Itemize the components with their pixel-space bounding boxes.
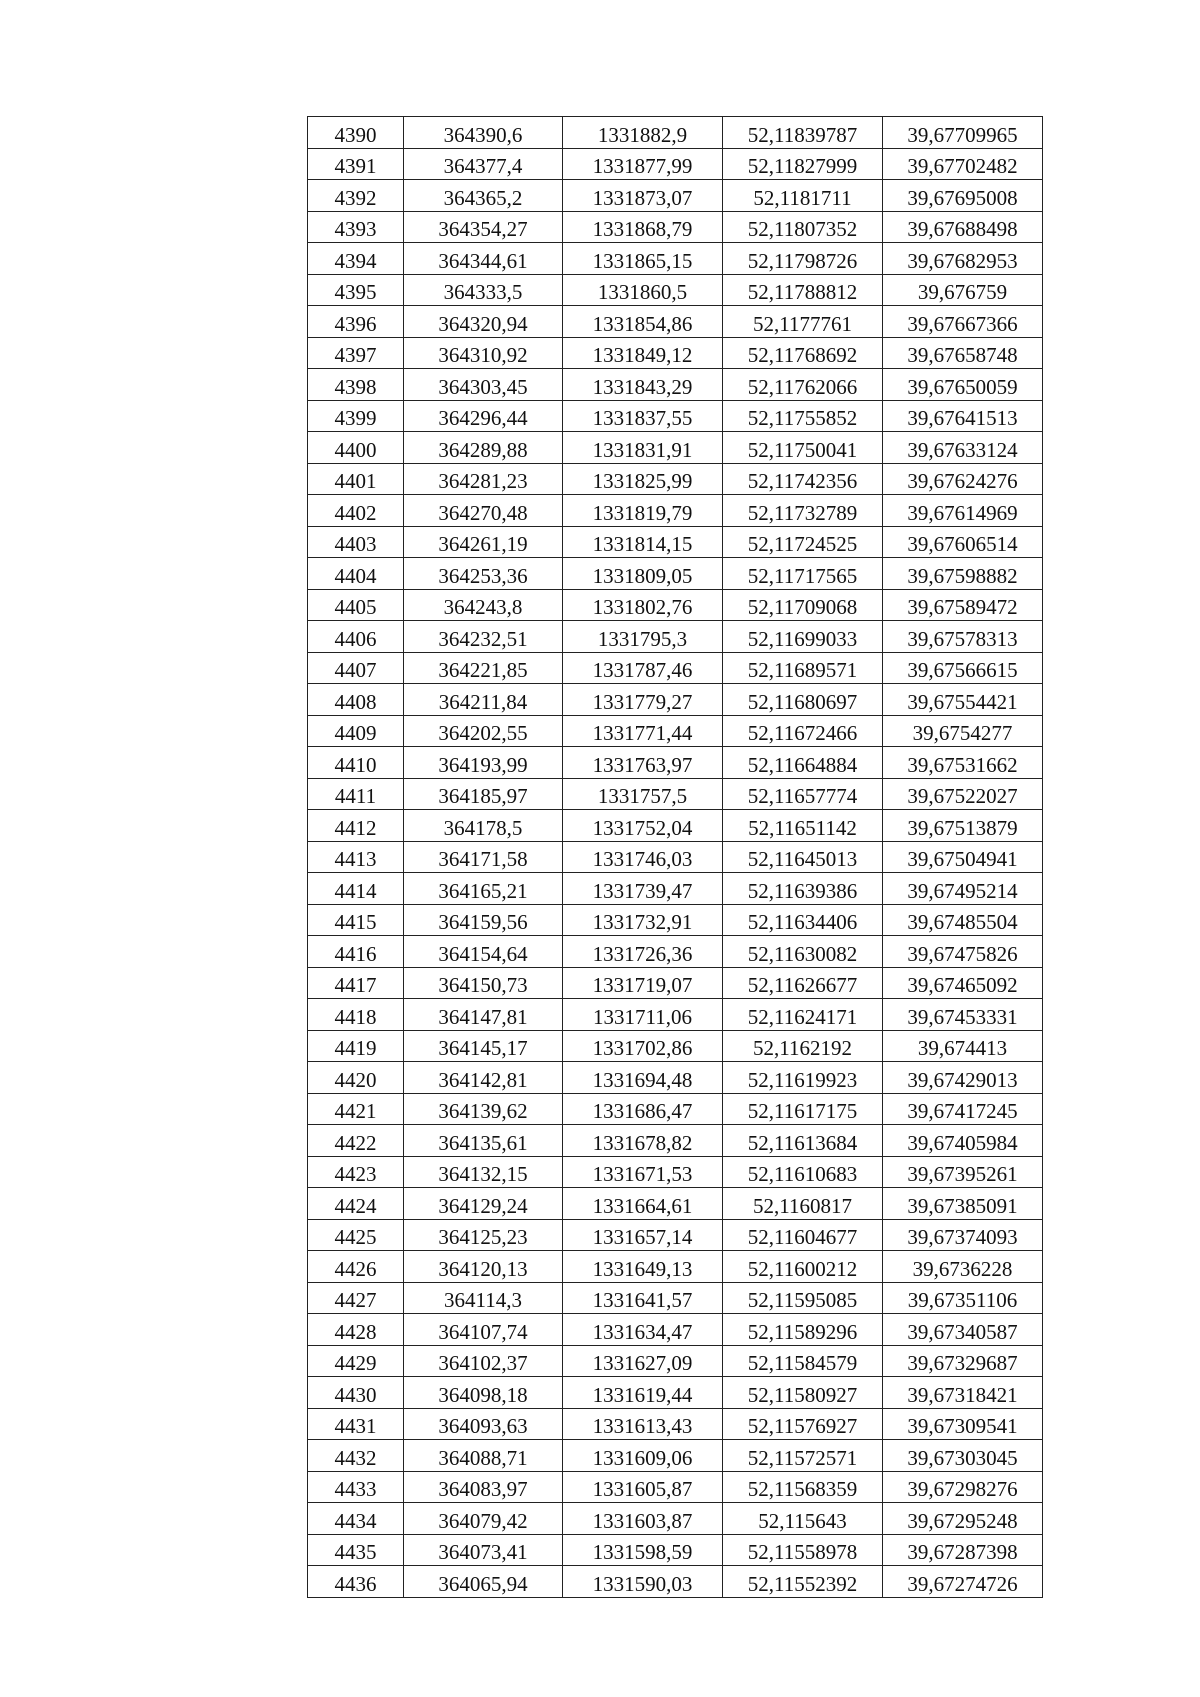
point-number-cell: 4433: [308, 1471, 404, 1503]
table-row: [308, 526, 1043, 558]
x-coordinate-cell: 364310,92: [404, 337, 563, 369]
y-coordinate-cell: 1331854,86: [563, 306, 723, 338]
latitude-cell: 52,11572571: [723, 1440, 883, 1472]
longitude-cell: 39,67298276: [883, 1471, 1043, 1503]
latitude-cell: 52,11689571: [723, 652, 883, 684]
latitude-cell: 52,11672466: [723, 715, 883, 747]
longitude-cell: 39,67624276: [883, 463, 1043, 495]
table-row: [308, 1345, 1043, 1377]
longitude-cell: 39,67374093: [883, 1219, 1043, 1251]
latitude-cell: 52,115643: [723, 1503, 883, 1535]
point-number-cell: 4394: [308, 243, 404, 275]
longitude-cell: 39,67475826: [883, 936, 1043, 968]
x-coordinate-cell: 364365,2: [404, 180, 563, 212]
x-coordinate-cell: 364147,81: [404, 999, 563, 1031]
point-number-cell: 4419: [308, 1030, 404, 1062]
latitude-cell: 52,11750041: [723, 432, 883, 464]
table-row: [308, 463, 1043, 495]
x-coordinate-cell: 364377,4: [404, 148, 563, 180]
coordinates-table-body: [308, 117, 1043, 1598]
latitude-cell: 52,11788812: [723, 274, 883, 306]
point-number-cell: 4408: [308, 684, 404, 716]
table-row: [308, 1093, 1043, 1125]
table-row: [308, 369, 1043, 401]
longitude-cell: 39,67682953: [883, 243, 1043, 275]
x-coordinate-cell: 364261,19: [404, 526, 563, 558]
table-row: [308, 180, 1043, 212]
longitude-cell: 39,67513879: [883, 810, 1043, 842]
point-number-cell: 4405: [308, 589, 404, 621]
table-row: [308, 999, 1043, 1031]
y-coordinate-cell: 1331779,27: [563, 684, 723, 716]
point-number-cell: 4409: [308, 715, 404, 747]
latitude-cell: 52,1162192: [723, 1030, 883, 1062]
y-coordinate-cell: 1331795,3: [563, 621, 723, 653]
point-number-cell: 4418: [308, 999, 404, 1031]
x-coordinate-cell: 364171,58: [404, 841, 563, 873]
longitude-cell: 39,67295248: [883, 1503, 1043, 1535]
latitude-cell: 52,11709068: [723, 589, 883, 621]
point-number-cell: 4413: [308, 841, 404, 873]
point-number-cell: 4427: [308, 1282, 404, 1314]
longitude-cell: 39,67309541: [883, 1408, 1043, 1440]
y-coordinate-cell: 1331619,44: [563, 1377, 723, 1409]
point-number-cell: 4422: [308, 1125, 404, 1157]
longitude-cell: 39,67318421: [883, 1377, 1043, 1409]
x-coordinate-cell: 364165,21: [404, 873, 563, 905]
point-number-cell: 4392: [308, 180, 404, 212]
x-coordinate-cell: 364270,48: [404, 495, 563, 527]
latitude-cell: 52,11617175: [723, 1093, 883, 1125]
point-number-cell: 4416: [308, 936, 404, 968]
x-coordinate-cell: 364281,23: [404, 463, 563, 495]
table-row: [308, 1408, 1043, 1440]
latitude-cell: 52,11600212: [723, 1251, 883, 1283]
x-coordinate-cell: 364065,94: [404, 1566, 563, 1598]
table-row: [308, 1314, 1043, 1346]
longitude-cell: 39,67578313: [883, 621, 1043, 653]
longitude-cell: 39,67589472: [883, 589, 1043, 621]
x-coordinate-cell: 364296,44: [404, 400, 563, 432]
y-coordinate-cell: 1331819,79: [563, 495, 723, 527]
longitude-cell: 39,674413: [883, 1030, 1043, 1062]
latitude-cell: 52,11645013: [723, 841, 883, 873]
y-coordinate-cell: 1331831,91: [563, 432, 723, 464]
latitude-cell: 52,11568359: [723, 1471, 883, 1503]
point-number-cell: 4406: [308, 621, 404, 653]
table-row: [308, 652, 1043, 684]
coordinates-table: [307, 116, 1043, 1598]
longitude-cell: 39,67340587: [883, 1314, 1043, 1346]
longitude-cell: 39,67566615: [883, 652, 1043, 684]
table-row: [308, 274, 1043, 306]
longitude-cell: 39,67614969: [883, 495, 1043, 527]
x-coordinate-cell: 364125,23: [404, 1219, 563, 1251]
longitude-cell: 39,67658748: [883, 337, 1043, 369]
table-row: [308, 621, 1043, 653]
x-coordinate-cell: 364344,61: [404, 243, 563, 275]
point-number-cell: 4423: [308, 1156, 404, 1188]
point-number-cell: 4425: [308, 1219, 404, 1251]
x-coordinate-cell: 364150,73: [404, 967, 563, 999]
latitude-cell: 52,11558978: [723, 1534, 883, 1566]
y-coordinate-cell: 1331702,86: [563, 1030, 723, 1062]
x-coordinate-cell: 364333,5: [404, 274, 563, 306]
table-row: [308, 1282, 1043, 1314]
latitude-cell: 52,11807352: [723, 211, 883, 243]
point-number-cell: 4421: [308, 1093, 404, 1125]
longitude-cell: 39,67429013: [883, 1062, 1043, 1094]
point-number-cell: 4415: [308, 904, 404, 936]
latitude-cell: 52,11768692: [723, 337, 883, 369]
table-row: [308, 558, 1043, 590]
y-coordinate-cell: 1331877,99: [563, 148, 723, 180]
latitude-cell: 52,11639386: [723, 873, 883, 905]
x-coordinate-cell: 364073,41: [404, 1534, 563, 1566]
y-coordinate-cell: 1331860,5: [563, 274, 723, 306]
y-coordinate-cell: 1331664,61: [563, 1188, 723, 1220]
x-coordinate-cell: 364107,74: [404, 1314, 563, 1346]
y-coordinate-cell: 1331603,87: [563, 1503, 723, 1535]
x-coordinate-cell: 364253,36: [404, 558, 563, 590]
point-number-cell: 4401: [308, 463, 404, 495]
longitude-cell: 39,67385091: [883, 1188, 1043, 1220]
longitude-cell: 39,67650059: [883, 369, 1043, 401]
y-coordinate-cell: 1331598,59: [563, 1534, 723, 1566]
table-row: [308, 715, 1043, 747]
table-row: [308, 747, 1043, 779]
y-coordinate-cell: 1331694,48: [563, 1062, 723, 1094]
longitude-cell: 39,67274726: [883, 1566, 1043, 1598]
latitude-cell: 52,1181711: [723, 180, 883, 212]
table-row: [308, 904, 1043, 936]
x-coordinate-cell: 364178,5: [404, 810, 563, 842]
latitude-cell: 52,11742356: [723, 463, 883, 495]
longitude-cell: 39,67287398: [883, 1534, 1043, 1566]
longitude-cell: 39,67329687: [883, 1345, 1043, 1377]
x-coordinate-cell: 364320,94: [404, 306, 563, 338]
x-coordinate-cell: 364145,17: [404, 1030, 563, 1062]
y-coordinate-cell: 1331739,47: [563, 873, 723, 905]
latitude-cell: 52,11613684: [723, 1125, 883, 1157]
y-coordinate-cell: 1331873,07: [563, 180, 723, 212]
point-number-cell: 4404: [308, 558, 404, 590]
y-coordinate-cell: 1331605,87: [563, 1471, 723, 1503]
x-coordinate-cell: 364221,85: [404, 652, 563, 684]
longitude-cell: 39,67554421: [883, 684, 1043, 716]
point-number-cell: 4417: [308, 967, 404, 999]
point-number-cell: 4436: [308, 1566, 404, 1598]
x-coordinate-cell: 364093,63: [404, 1408, 563, 1440]
longitude-cell: 39,67695008: [883, 180, 1043, 212]
x-coordinate-cell: 364083,97: [404, 1471, 563, 1503]
table-row: [308, 1062, 1043, 1094]
longitude-cell: 39,67504941: [883, 841, 1043, 873]
x-coordinate-cell: 364135,61: [404, 1125, 563, 1157]
point-number-cell: 4399: [308, 400, 404, 432]
longitude-cell: 39,67351106: [883, 1282, 1043, 1314]
table-row: [308, 936, 1043, 968]
latitude-cell: 52,11552392: [723, 1566, 883, 1598]
point-number-cell: 4398: [308, 369, 404, 401]
x-coordinate-cell: 364354,27: [404, 211, 563, 243]
y-coordinate-cell: 1331634,47: [563, 1314, 723, 1346]
y-coordinate-cell: 1331711,06: [563, 999, 723, 1031]
y-coordinate-cell: 1331882,9: [563, 117, 723, 149]
point-number-cell: 4432: [308, 1440, 404, 1472]
latitude-cell: 52,11839787: [723, 117, 883, 149]
point-number-cell: 4414: [308, 873, 404, 905]
point-number-cell: 4391: [308, 148, 404, 180]
longitude-cell: 39,67667366: [883, 306, 1043, 338]
point-number-cell: 4402: [308, 495, 404, 527]
latitude-cell: 52,11626677: [723, 967, 883, 999]
x-coordinate-cell: 364159,56: [404, 904, 563, 936]
point-number-cell: 4431: [308, 1408, 404, 1440]
latitude-cell: 52,11651142: [723, 810, 883, 842]
table-row: [308, 1156, 1043, 1188]
table-row: [308, 1440, 1043, 1472]
table-row: [308, 1377, 1043, 1409]
y-coordinate-cell: 1331657,14: [563, 1219, 723, 1251]
table-row: [308, 1219, 1043, 1251]
latitude-cell: 52,11604677: [723, 1219, 883, 1251]
latitude-cell: 52,1177761: [723, 306, 883, 338]
table-row: [308, 306, 1043, 338]
x-coordinate-cell: 364202,55: [404, 715, 563, 747]
point-number-cell: 4390: [308, 117, 404, 149]
longitude-cell: 39,67485504: [883, 904, 1043, 936]
table-row: [308, 873, 1043, 905]
table-row: [308, 117, 1043, 149]
point-number-cell: 4410: [308, 747, 404, 779]
longitude-cell: 39,67453331: [883, 999, 1043, 1031]
y-coordinate-cell: 1331814,15: [563, 526, 723, 558]
table-row: [308, 810, 1043, 842]
latitude-cell: 52,11630082: [723, 936, 883, 968]
x-coordinate-cell: 364154,64: [404, 936, 563, 968]
longitude-cell: 39,6754277: [883, 715, 1043, 747]
table-row: [308, 589, 1043, 621]
point-number-cell: 4420: [308, 1062, 404, 1094]
table-row: [308, 778, 1043, 810]
longitude-cell: 39,67465092: [883, 967, 1043, 999]
latitude-cell: 52,11699033: [723, 621, 883, 653]
y-coordinate-cell: 1331868,79: [563, 211, 723, 243]
x-coordinate-cell: 364243,8: [404, 589, 563, 621]
latitude-cell: 52,11680697: [723, 684, 883, 716]
x-coordinate-cell: 364114,3: [404, 1282, 563, 1314]
point-number-cell: 4430: [308, 1377, 404, 1409]
table-row: [308, 1503, 1043, 1535]
table-row: [308, 1125, 1043, 1157]
x-coordinate-cell: 364102,37: [404, 1345, 563, 1377]
latitude-cell: 52,11762066: [723, 369, 883, 401]
latitude-cell: 52,11827999: [723, 148, 883, 180]
y-coordinate-cell: 1331726,36: [563, 936, 723, 968]
longitude-cell: 39,67303045: [883, 1440, 1043, 1472]
table-row: [308, 967, 1043, 999]
y-coordinate-cell: 1331641,57: [563, 1282, 723, 1314]
x-coordinate-cell: 364232,51: [404, 621, 563, 653]
y-coordinate-cell: 1331686,47: [563, 1093, 723, 1125]
y-coordinate-cell: 1331671,53: [563, 1156, 723, 1188]
y-coordinate-cell: 1331752,04: [563, 810, 723, 842]
longitude-cell: 39,67531662: [883, 747, 1043, 779]
x-coordinate-cell: 364142,81: [404, 1062, 563, 1094]
table-row: [308, 1534, 1043, 1566]
point-number-cell: 4434: [308, 1503, 404, 1535]
table-row: [308, 684, 1043, 716]
longitude-cell: 39,67598882: [883, 558, 1043, 590]
latitude-cell: 52,11664884: [723, 747, 883, 779]
longitude-cell: 39,67395261: [883, 1156, 1043, 1188]
latitude-cell: 52,11619923: [723, 1062, 883, 1094]
point-number-cell: 4412: [308, 810, 404, 842]
latitude-cell: 52,11755852: [723, 400, 883, 432]
point-number-cell: 4400: [308, 432, 404, 464]
table-row: [308, 1251, 1043, 1283]
y-coordinate-cell: 1331678,82: [563, 1125, 723, 1157]
point-number-cell: 4435: [308, 1534, 404, 1566]
table-row: [308, 1030, 1043, 1062]
table-row: [308, 243, 1043, 275]
y-coordinate-cell: 1331865,15: [563, 243, 723, 275]
latitude-cell: 52,11624171: [723, 999, 883, 1031]
longitude-cell: 39,676759: [883, 274, 1043, 306]
y-coordinate-cell: 1331787,46: [563, 652, 723, 684]
table-row: [308, 1188, 1043, 1220]
y-coordinate-cell: 1331590,03: [563, 1566, 723, 1598]
point-number-cell: 4407: [308, 652, 404, 684]
x-coordinate-cell: 364098,18: [404, 1377, 563, 1409]
y-coordinate-cell: 1331627,09: [563, 1345, 723, 1377]
latitude-cell: 52,11717565: [723, 558, 883, 590]
y-coordinate-cell: 1331837,55: [563, 400, 723, 432]
x-coordinate-cell: 364185,97: [404, 778, 563, 810]
y-coordinate-cell: 1331802,76: [563, 589, 723, 621]
point-number-cell: 4411: [308, 778, 404, 810]
table-row: [308, 211, 1043, 243]
x-coordinate-cell: 364193,99: [404, 747, 563, 779]
longitude-cell: 39,67606514: [883, 526, 1043, 558]
latitude-cell: 52,11595085: [723, 1282, 883, 1314]
y-coordinate-cell: 1331843,29: [563, 369, 723, 401]
table-row: [308, 495, 1043, 527]
point-number-cell: 4396: [308, 306, 404, 338]
table-row: [308, 1471, 1043, 1503]
x-coordinate-cell: 364211,84: [404, 684, 563, 716]
latitude-cell: 52,11798726: [723, 243, 883, 275]
longitude-cell: 39,6736228: [883, 1251, 1043, 1283]
point-number-cell: 4426: [308, 1251, 404, 1283]
latitude-cell: 52,11732789: [723, 495, 883, 527]
latitude-cell: 52,11580927: [723, 1377, 883, 1409]
y-coordinate-cell: 1331763,97: [563, 747, 723, 779]
latitude-cell: 52,11634406: [723, 904, 883, 936]
table-row: [308, 841, 1043, 873]
x-coordinate-cell: 364139,62: [404, 1093, 563, 1125]
latitude-cell: 52,11724525: [723, 526, 883, 558]
x-coordinate-cell: 364120,13: [404, 1251, 563, 1283]
point-number-cell: 4428: [308, 1314, 404, 1346]
y-coordinate-cell: 1331732,91: [563, 904, 723, 936]
x-coordinate-cell: 364129,24: [404, 1188, 563, 1220]
y-coordinate-cell: 1331649,13: [563, 1251, 723, 1283]
table-row: [308, 1566, 1043, 1598]
y-coordinate-cell: 1331809,05: [563, 558, 723, 590]
longitude-cell: 39,67405984: [883, 1125, 1043, 1157]
point-number-cell: 4424: [308, 1188, 404, 1220]
longitude-cell: 39,67709965: [883, 117, 1043, 149]
longitude-cell: 39,67417245: [883, 1093, 1043, 1125]
latitude-cell: 52,11576927: [723, 1408, 883, 1440]
point-number-cell: 4395: [308, 274, 404, 306]
y-coordinate-cell: 1331613,43: [563, 1408, 723, 1440]
latitude-cell: 52,1160817: [723, 1188, 883, 1220]
longitude-cell: 39,67688498: [883, 211, 1043, 243]
table-row: [308, 400, 1043, 432]
latitude-cell: 52,11584579: [723, 1345, 883, 1377]
table-row: [308, 148, 1043, 180]
y-coordinate-cell: 1331825,99: [563, 463, 723, 495]
point-number-cell: 4403: [308, 526, 404, 558]
x-coordinate-cell: 364289,88: [404, 432, 563, 464]
x-coordinate-cell: 364303,45: [404, 369, 563, 401]
longitude-cell: 39,67495214: [883, 873, 1043, 905]
table-row: [308, 432, 1043, 464]
table-row: [308, 337, 1043, 369]
x-coordinate-cell: 364132,15: [404, 1156, 563, 1188]
point-number-cell: 4393: [308, 211, 404, 243]
x-coordinate-cell: 364079,42: [404, 1503, 563, 1535]
point-number-cell: 4429: [308, 1345, 404, 1377]
y-coordinate-cell: 1331771,44: [563, 715, 723, 747]
x-coordinate-cell: 364088,71: [404, 1440, 563, 1472]
x-coordinate-cell: 364390,6: [404, 117, 563, 149]
point-number-cell: 4397: [308, 337, 404, 369]
y-coordinate-cell: 1331719,07: [563, 967, 723, 999]
latitude-cell: 52,11657774: [723, 778, 883, 810]
y-coordinate-cell: 1331849,12: [563, 337, 723, 369]
y-coordinate-cell: 1331746,03: [563, 841, 723, 873]
longitude-cell: 39,67702482: [883, 148, 1043, 180]
latitude-cell: 52,11610683: [723, 1156, 883, 1188]
latitude-cell: 52,11589296: [723, 1314, 883, 1346]
longitude-cell: 39,67641513: [883, 400, 1043, 432]
y-coordinate-cell: 1331609,06: [563, 1440, 723, 1472]
longitude-cell: 39,67522027: [883, 778, 1043, 810]
y-coordinate-cell: 1331757,5: [563, 778, 723, 810]
longitude-cell: 39,67633124: [883, 432, 1043, 464]
